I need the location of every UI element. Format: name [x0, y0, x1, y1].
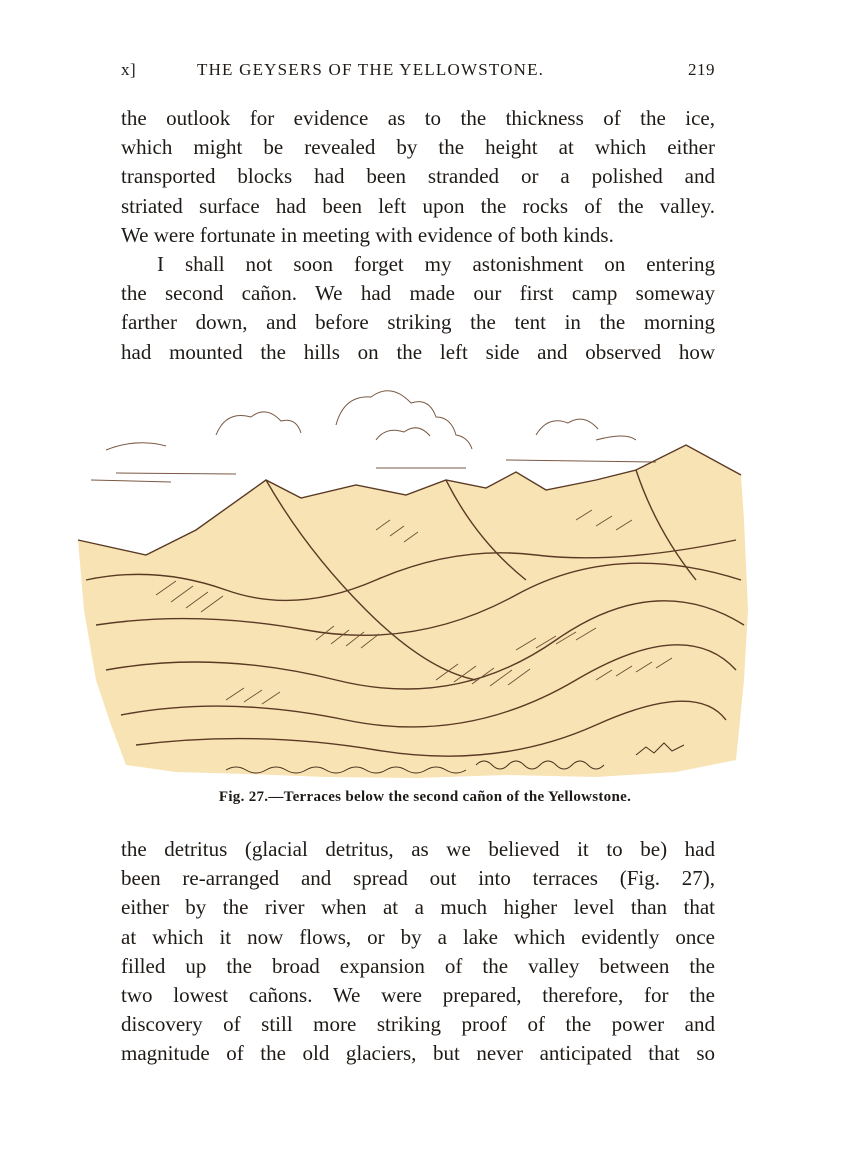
text-line: farther down, and before striking the tent in the morning [121, 310, 715, 335]
terraces-engraving [76, 380, 748, 782]
text-line: striated surface had been left upon the rocks of the valley. [121, 193, 715, 218]
text-line: the second cañon. We had made our first camp someway [121, 281, 715, 306]
chapter-number: x] [121, 60, 137, 79]
paragraph-top [121, 104, 715, 367]
text-line: either by the river when at a much higher level than that [121, 895, 715, 920]
text-line: magnitude of the old glaciers, but never anticipated that so [121, 1041, 715, 1066]
text-line: the detritus (glacial detritus, as we believed it to be) had [121, 837, 715, 861]
text-line: discovery of still more striking proof of the power and [121, 1012, 715, 1037]
clouds [91, 391, 656, 482]
paragraph-bottom [121, 835, 715, 1069]
text-line: at which it now flows, or by a lake which evidently once [121, 924, 715, 949]
text-line: transported blocks had been stranded or a polished and [121, 164, 715, 189]
page-number: 219 [688, 60, 715, 79]
engraving-paper [78, 445, 748, 778]
text-line: I shall not soon forget my astonishment on entering [157, 251, 715, 276]
text-line: We were fortunate in meeting with evidence of both kinds. [121, 222, 614, 247]
figure-caption: Fig. 27.—Terraces below the second cañon of the Yellowstone. [218, 789, 632, 805]
running-title: THE GEYSERS OF THE YELLOWSTONE. [197, 60, 545, 79]
figure-illustration [76, 380, 748, 782]
text-line: the outlook for evidence as to the thickness of the ice, [121, 106, 715, 130]
text-line: two lowest cañons. We were prepared, therefore, for the [121, 982, 715, 1007]
text-line: which might be revealed by the height at which either [121, 135, 715, 160]
running-head [121, 60, 715, 86]
text-line: filled up the broad expansion of the valley between the [121, 953, 715, 978]
text-line: had mounted the hills on the left side and observed how [121, 339, 715, 364]
text-line: been re-arranged and spread out into terraces (Fig. 27), [121, 866, 715, 891]
